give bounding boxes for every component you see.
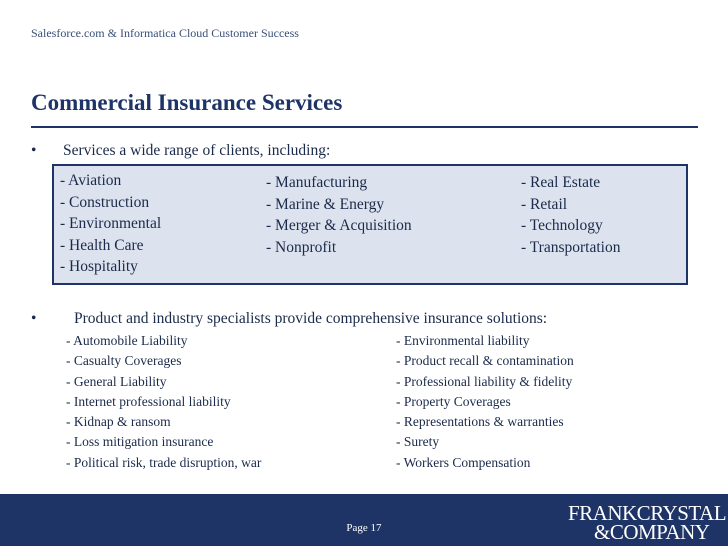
clients-column-2 xyxy=(266,172,412,258)
product-item: - Workers Compensation xyxy=(396,454,531,470)
product-item: - Casualty Coverages xyxy=(66,353,182,369)
client-item: - Retail xyxy=(521,195,568,213)
product-item: - Surety xyxy=(396,434,440,450)
slide-title: Commercial Insurance Services xyxy=(31,90,343,115)
logo-line-1: FRANKCRYSTAL xyxy=(568,501,727,525)
bullet-text: Services a wide range of clients, including: xyxy=(63,142,331,159)
logo-line-2: &COMPANY xyxy=(594,520,710,544)
product-item: - Professional liability & fidelity xyxy=(396,373,573,389)
client-item: - Hospitality xyxy=(60,258,138,275)
product-item: - Political risk, trade disruption, war xyxy=(66,454,262,470)
products-column-2 xyxy=(396,331,574,473)
client-item: - Health Care xyxy=(60,236,144,254)
client-item: - Transportation xyxy=(521,238,621,256)
product-item: - Representations & warranties xyxy=(396,414,564,430)
product-item: - Kidnap & ransom xyxy=(66,414,171,430)
product-item: - General Liability xyxy=(66,373,167,389)
clients-column-3 xyxy=(521,172,620,258)
bullet-mark: • xyxy=(31,310,37,327)
client-item: - Aviation xyxy=(60,172,122,189)
bullet-mark: • xyxy=(31,142,37,159)
client-item: - Environmental xyxy=(60,215,162,232)
product-item: - Environmental liability xyxy=(396,333,530,348)
product-item: - Internet professional liability xyxy=(66,393,231,409)
products-column-1 xyxy=(66,331,261,473)
client-item: - Nonprofit xyxy=(266,238,337,256)
client-item: - Merger & Acquisition xyxy=(266,217,412,234)
product-item: - Property Coverages xyxy=(396,393,511,409)
bullet-text: Product and industry specialists provide comprehensive insurance solutions: xyxy=(74,310,548,327)
product-item: - Loss mitigation insurance xyxy=(66,434,214,450)
product-item: - Product recall & contamination xyxy=(396,353,574,369)
frankcrystal-logo xyxy=(564,498,727,544)
clients-column-1 xyxy=(60,170,161,278)
page-number-text: Page 17 xyxy=(346,522,382,534)
title-divider xyxy=(31,126,698,128)
client-item: - Manufacturing xyxy=(266,174,368,191)
header-text: Salesforce.com & Informatica Cloud Customer Success xyxy=(31,26,299,40)
product-item: - Automobile Liability xyxy=(66,333,188,348)
client-item: - Real Estate xyxy=(521,174,601,191)
client-item: - Construction xyxy=(60,193,150,211)
client-item: - Marine & Energy xyxy=(266,195,385,213)
client-item: - Technology xyxy=(521,217,603,234)
